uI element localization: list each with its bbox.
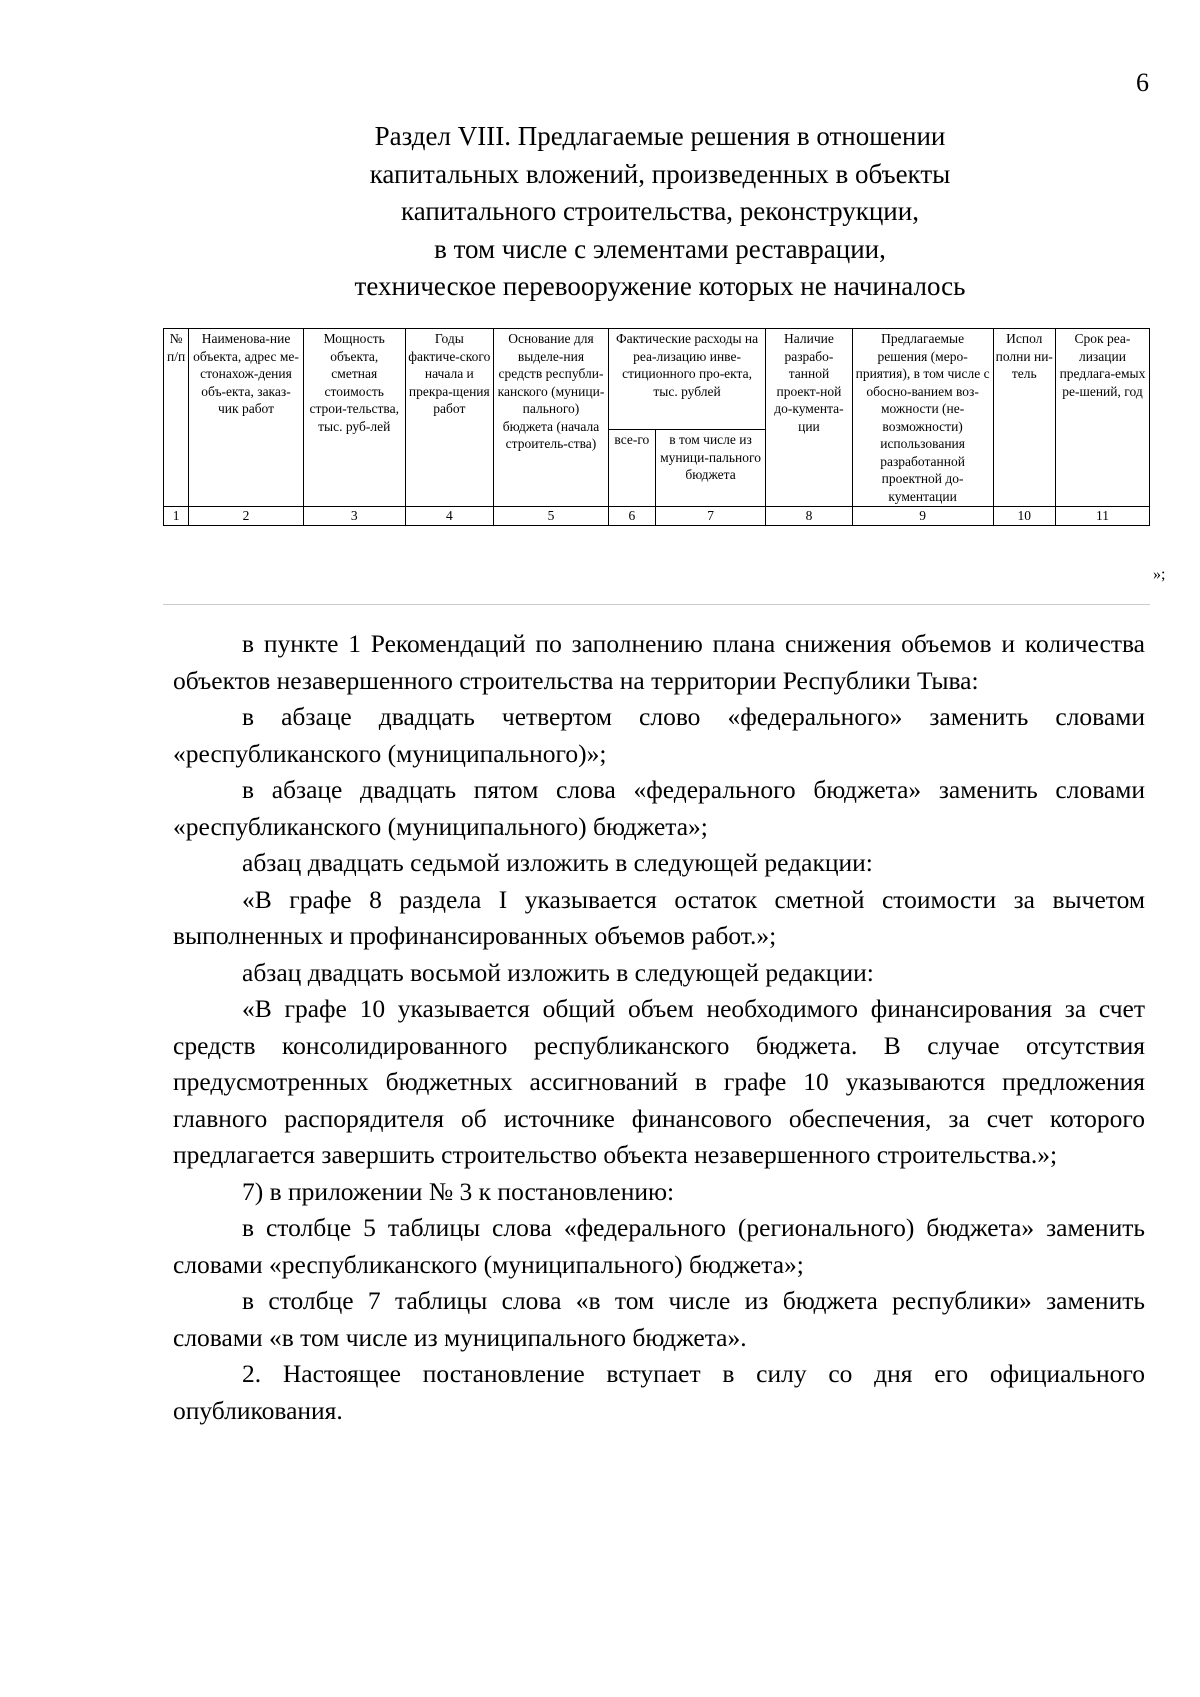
paragraph: абзац двадцать седьмой изложить в следующей редакции:: [242, 848, 873, 877]
column-number: 2: [189, 507, 304, 526]
header-number: № п/п: [164, 329, 189, 507]
paragraph: в пункте 1 Рекомендаций по заполнению плана снижения объемов и количества объектов незавершенного строительства на территории Республики Тыва:: [173, 629, 1145, 695]
divider: [163, 604, 1150, 605]
paragraph: в столбце 7 таблицы слова «в том числе из бюджета республики» заменить словами «в том числе из муниципального бюджета».: [173, 1286, 1145, 1352]
header-actual-expenses: Фактические расходы на реа-лизацию инве-стиционного про-екта, тыс. рублей: [608, 329, 765, 430]
column-number: 8: [766, 507, 852, 526]
header-total: все-го: [608, 430, 655, 507]
body-text: [173, 626, 1145, 1429]
header-deadline: Срок реа-лизации предлага-емых ре-шений, год: [1055, 329, 1149, 507]
paragraph: в абзаце двадцать четвертом слово «федерального» заменить словами «республиканского (муниципального)»;: [173, 702, 1145, 768]
column-number: 7: [655, 507, 765, 526]
header-basis: Основание для выделе-ния средств республи-канского (муници-пального) бюджета (начала строитель-ства): [494, 329, 609, 507]
column-number: 11: [1055, 507, 1149, 526]
column-number: 10: [993, 507, 1055, 526]
column-number: 3: [303, 507, 405, 526]
header-executor: Испол полни ни-тель: [993, 329, 1055, 507]
header-capacity: Мощность объекта, сметная стоимость строи-тельства, тыс. руб-лей: [303, 329, 405, 507]
section-title-line: в том числе с элементами реставрации,: [434, 233, 886, 264]
paragraph: 2. Настоящее постановление вступает в силу со дня его официального опубликования.: [173, 1359, 1145, 1425]
column-number: 5: [494, 507, 609, 526]
page-number: 6: [1136, 68, 1149, 97]
section-title-line: Раздел VIII. Предлагаемые решения в отношении: [374, 121, 946, 151]
header-municipal-budget: в том числе из муници-пального бюджета: [655, 430, 765, 507]
paragraph: «В графе 10 указывается общий объем необходимого финансирования за счет средств консолидированного республиканского бюджета. В случае отсутствия предусмотренных бюджетных ассигнований в графе 10 указываются предложения главного распорядителя об источнике финансового обеспечения, за счет которого предлагается завершить строительство объекта незавершенного строительства.»;: [173, 994, 1145, 1169]
column-number: 4: [405, 507, 494, 526]
paragraph: 7) в приложении № 3 к постановлению:: [242, 1176, 675, 1206]
header-proposed-solutions: Предлагаемые решения (меро-приятия), в том числе с обосно-ванием воз-можности (не-возможности) использования разработанной проектной до-кументации: [852, 329, 993, 507]
paragraph: в столбце 5 таблицы слова «федерального (регионального) бюджета» заменить словами «республиканского (муниципального) бюджета»;: [173, 1213, 1145, 1279]
header-documentation: Наличие разрабо-танной проект-ной до-кумента-ции: [766, 329, 852, 507]
column-number: 9: [852, 507, 993, 526]
section-title-line: техническое перевооружение которых не начиналось: [354, 271, 966, 301]
section-title: [300, 118, 1020, 306]
paragraph: «В графе 8 раздела I указывается остаток сметной стоимости за вычетом выполненных и профинансированных объемов работ.»;: [173, 884, 1145, 950]
paragraph: в абзаце двадцать пятом слова «федерального бюджета» заменить словами «республиканского (муниципального) бюджета»;: [173, 775, 1145, 841]
table-closing-quote: »;: [1153, 566, 1166, 583]
section-title-line: капитального строительства, реконструкции,: [401, 196, 919, 226]
header-years: Годы фактиче-ского начала и прекра-щения работ: [405, 329, 494, 507]
header-object-name: Наименова-ние объекта, адрес ме-стонахож-дения объ-екта, заказ-чик работ: [189, 329, 304, 507]
column-number: 6: [608, 507, 655, 526]
paragraph: абзац двадцать восьмой изложить в следующей редакции:: [242, 957, 874, 987]
section-title-line: капитальных вложений, произведенных в объекты: [369, 158, 951, 189]
section-table: [163, 328, 1150, 526]
column-number: 1: [164, 507, 189, 526]
